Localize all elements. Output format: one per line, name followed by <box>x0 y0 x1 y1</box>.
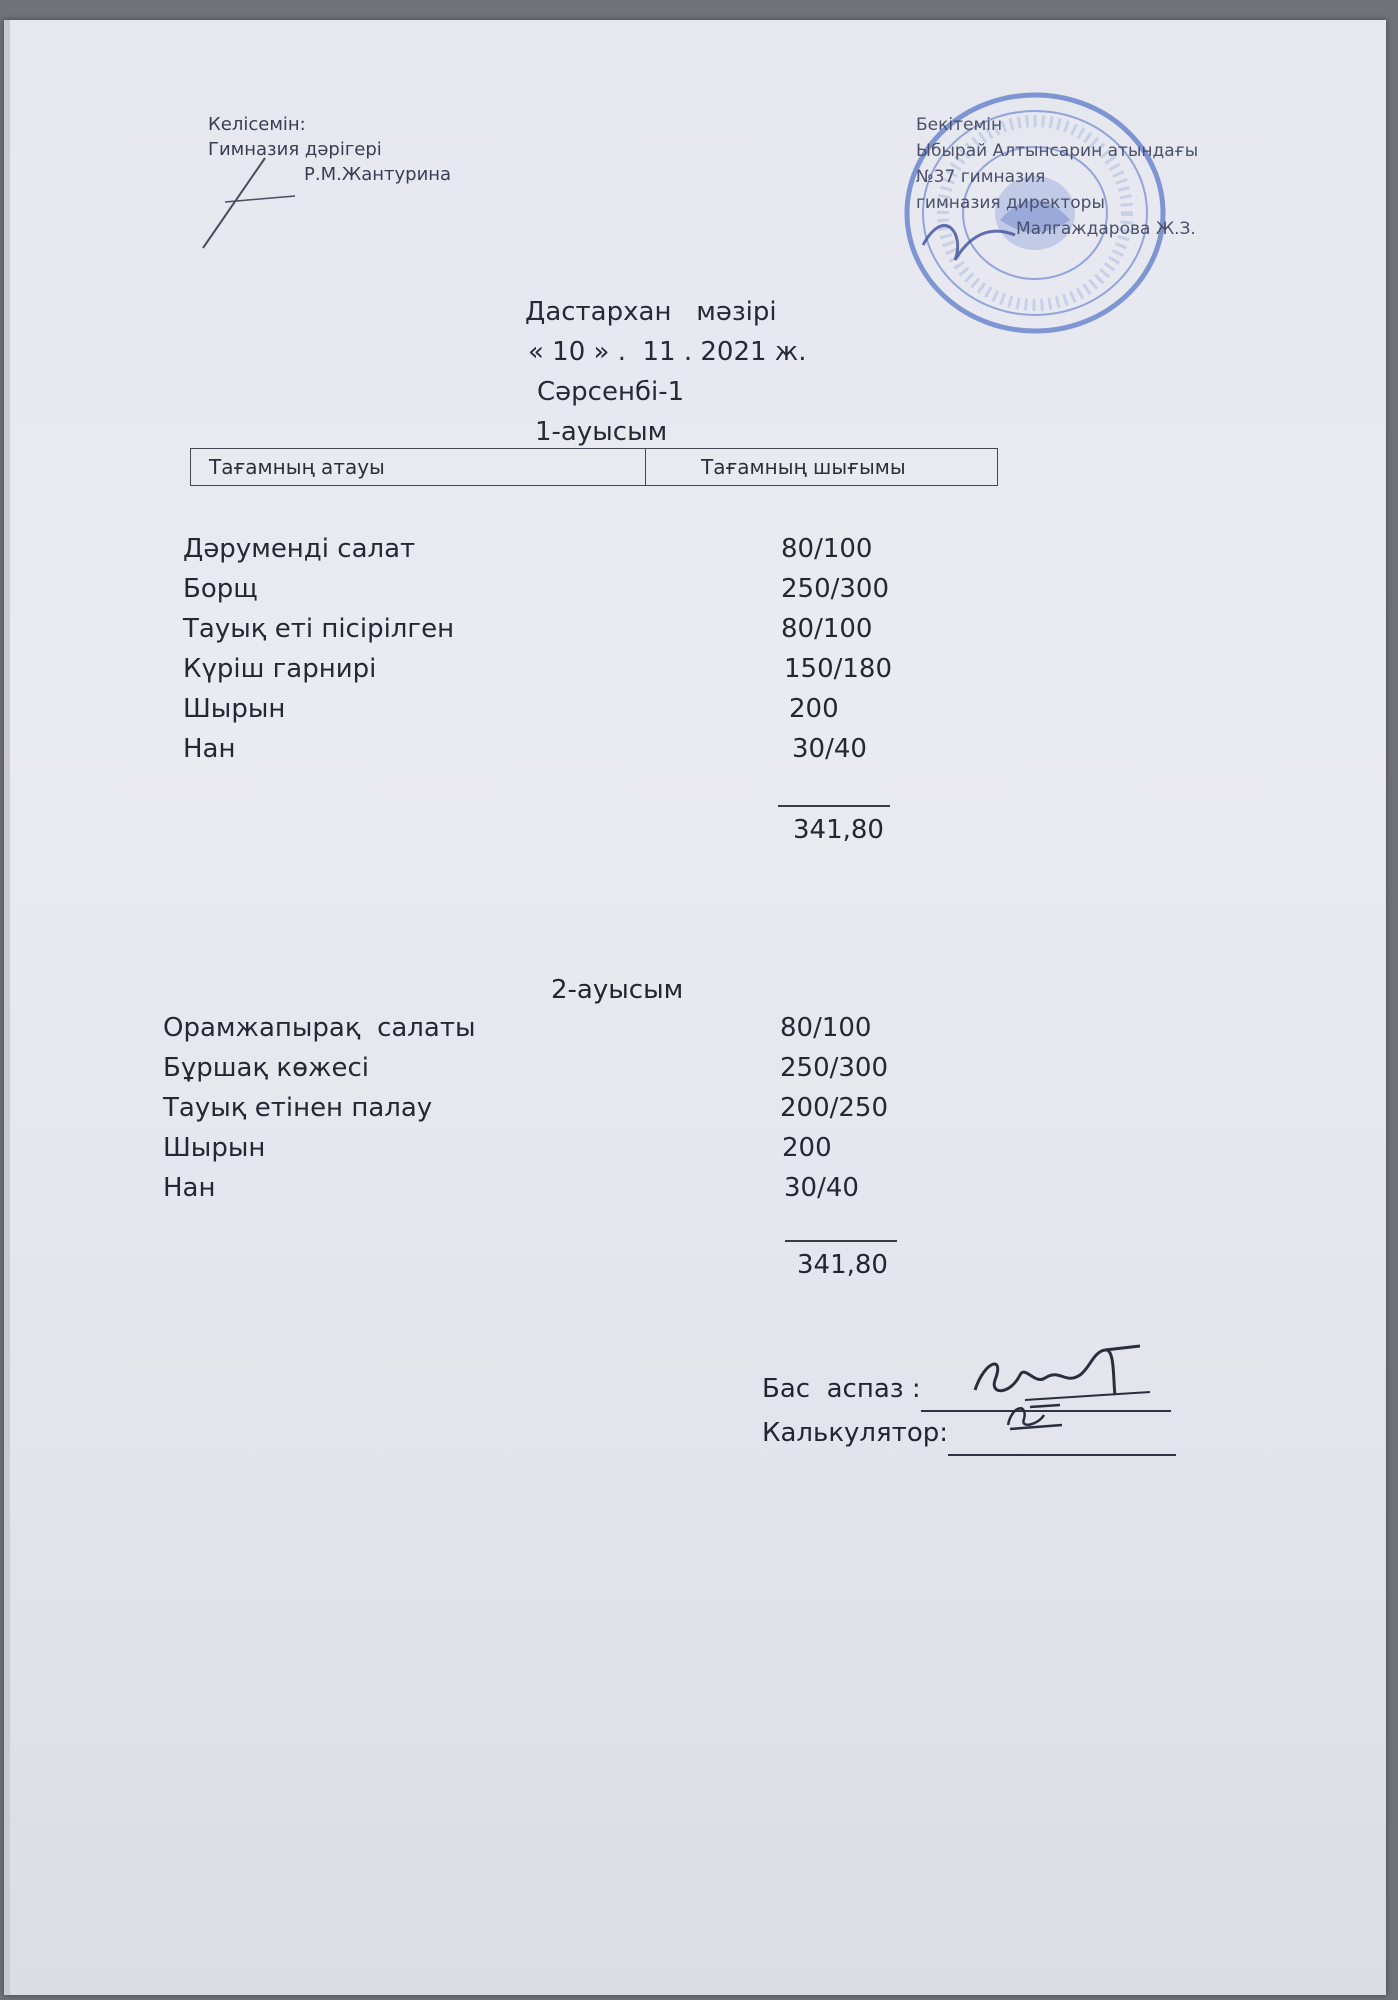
menu-title-block <box>525 292 806 452</box>
list-item <box>163 1133 963 1173</box>
dish-name: Тауық еті пісірілген <box>183 614 455 644</box>
dish-yield: 150/180 <box>784 654 893 684</box>
approval-left-label: Келісемін: <box>208 114 306 135</box>
dish-name: Шырын <box>163 1133 266 1163</box>
dish-yield: 200 <box>782 1133 832 1163</box>
shift2-menu <box>163 1013 963 1213</box>
column-header-dish: Тағамның атауы <box>191 449 646 485</box>
list-item <box>183 654 983 694</box>
approval-right-line4: гимназия директоры <box>916 193 1105 213</box>
dish-name: Орамжапырақ салаты <box>163 1013 476 1043</box>
list-item <box>163 1013 963 1053</box>
dish-yield: 80/100 <box>781 614 873 644</box>
shift1-total-divider <box>778 805 890 807</box>
dish-yield: 80/100 <box>781 534 873 564</box>
list-item <box>183 534 983 574</box>
calculator-signature <box>1000 1395 1070 1435</box>
approval-right-line2: Ыбырай Алтынсарин атындағы <box>916 141 1199 161</box>
list-item <box>183 734 983 774</box>
dish-name: Нан <box>183 734 236 764</box>
shift1-total: 341,80 <box>793 815 884 845</box>
shift2-total: 341,80 <box>797 1250 888 1280</box>
dish-name: Шырын <box>183 694 286 724</box>
shift1-menu <box>183 534 983 774</box>
menu-table-header <box>190 448 998 486</box>
approval-right-line5: Малгаждарова Ж.З. <box>1016 219 1196 239</box>
list-item <box>163 1053 963 1093</box>
dish-yield: 30/40 <box>784 1173 859 1203</box>
shift2-total-divider <box>785 1240 897 1242</box>
dish-name: Нан <box>163 1173 216 1203</box>
dish-yield: 250/300 <box>780 1053 889 1083</box>
approval-right-line3: №37 гимназия <box>916 167 1046 187</box>
dish-name: Бұршақ көжесі <box>163 1053 369 1083</box>
dish-yield: 200/250 <box>780 1093 889 1123</box>
shift1-label: 1-ауысым <box>535 417 668 447</box>
list-item <box>163 1093 963 1133</box>
shift2-label: 2-ауысым <box>551 975 684 1005</box>
dish-name: Тауық етінен палау <box>163 1093 433 1123</box>
dish-yield: 200 <box>789 694 839 724</box>
approval-right <box>916 112 1198 242</box>
column-header-yield: Тағамның шығымы <box>701 455 906 479</box>
dish-name: Күріш гарнирі <box>183 654 377 684</box>
list-item <box>183 694 983 734</box>
dish-yield: 30/40 <box>792 734 867 764</box>
menu-day: Сәрсенбі-1 <box>537 377 685 407</box>
dish-yield: 80/100 <box>780 1013 872 1043</box>
calculator-label: Калькулятор: <box>762 1418 948 1448</box>
paper-edge <box>4 20 10 1995</box>
approval-right-line1: Бекітемін <box>916 115 1003 135</box>
dish-name: Борщ <box>183 574 258 604</box>
list-item <box>183 574 983 614</box>
dish-name: Дәруменді салат <box>183 534 416 564</box>
approval-left-name: Р.М.Жантурина <box>304 164 452 185</box>
doctor-signature <box>195 150 315 260</box>
approval-left-position: Гимназия дәрігері <box>208 139 382 160</box>
chef-label: Бас аспаз : <box>762 1374 921 1404</box>
list-item <box>183 614 983 654</box>
menu-date: « 10 » . 11 . 2021 ж. <box>528 337 807 367</box>
dish-yield: 250/300 <box>781 574 890 604</box>
list-item <box>163 1173 963 1213</box>
menu-title: Дастархан мәзірі <box>525 297 777 327</box>
calculator-signoff <box>762 1412 1176 1456</box>
